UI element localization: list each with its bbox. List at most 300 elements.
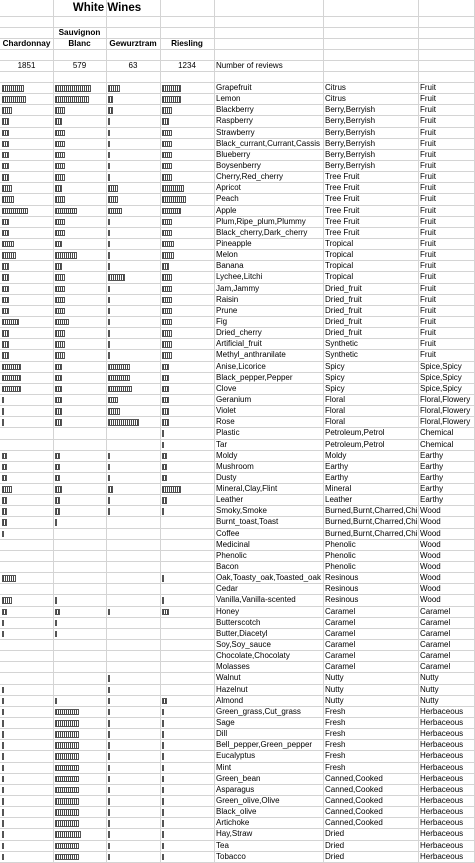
descriptor-cell: Green_olive,Olive — [216, 796, 280, 805]
frequency-bar — [2, 352, 9, 359]
subcategory-cell: Caramel — [325, 617, 356, 627]
frequency-bar — [2, 475, 7, 482]
table-row — [0, 295, 475, 306]
category-cell: Herbaceous — [420, 851, 464, 861]
frequency-bar — [2, 174, 9, 181]
descriptor-cell: Hazelnut — [216, 684, 248, 694]
table-row — [0, 685, 475, 696]
frequency-bar — [162, 765, 164, 772]
category-cell: Herbaceous — [420, 840, 464, 850]
descriptor-cell: Butter,Diacetyl — [216, 628, 268, 638]
frequency-bar — [55, 609, 60, 616]
descriptor-cell: Raspberry — [216, 116, 253, 126]
table-row — [0, 183, 475, 194]
descriptor-cell: Banana — [216, 261, 244, 271]
frequency-bar — [162, 352, 172, 359]
frequency-bar — [2, 107, 12, 114]
frequency-bar — [108, 341, 110, 348]
frequency-bar — [108, 364, 130, 371]
descriptor-cell: Moldy — [216, 450, 238, 460]
frequency-bar — [2, 118, 9, 125]
table-row — [0, 729, 475, 740]
category-cell: Fruit — [420, 238, 436, 248]
category-cell: Wood — [420, 550, 441, 560]
frequency-bar — [108, 230, 110, 237]
frequency-bar — [2, 96, 26, 103]
review-count: 579 — [72, 61, 87, 70]
frequency-bar — [162, 297, 172, 304]
frequency-bar — [108, 809, 110, 816]
frequency-bar — [55, 854, 79, 861]
frequency-bar — [162, 208, 181, 215]
table-row — [0, 707, 475, 718]
category-cell: Fruit — [420, 116, 436, 126]
table-row — [0, 540, 475, 551]
table-row — [0, 841, 475, 852]
table-row — [0, 484, 475, 495]
category-cell: Spice,Spicy — [420, 361, 462, 371]
category-cell: Wood — [420, 595, 441, 605]
subcategory-cell: Resinous — [325, 584, 359, 594]
frequency-bar — [108, 185, 118, 192]
category-cell: Wood — [420, 528, 441, 538]
frequency-bar — [108, 85, 120, 92]
frequency-bar — [162, 809, 164, 816]
frequency-bar — [108, 609, 110, 616]
category-cell: Herbaceous — [420, 773, 464, 783]
subcategory-cell: Phenolic — [325, 539, 356, 549]
frequency-bar — [2, 519, 7, 526]
frequency-bar — [108, 787, 110, 794]
descriptor-cell: Butterscotch — [216, 617, 261, 627]
frequency-bar — [108, 419, 139, 426]
descriptor-cell: Lychee,Litchi — [216, 272, 263, 282]
table-row — [0, 272, 475, 283]
frequency-bar — [108, 497, 110, 504]
descriptor-cell: Vanilla,Vanilla-scented — [216, 595, 296, 605]
frequency-bar — [108, 675, 110, 682]
category-cell: Herbaceous — [420, 784, 464, 794]
subcategory-cell: Tree Fruit — [325, 183, 360, 193]
frequency-bar — [2, 631, 4, 638]
descriptor-cell: Black_cherry,Dark_cherry — [216, 227, 308, 237]
frequency-bar — [162, 263, 169, 270]
frequency-bar — [2, 397, 4, 404]
frequency-bar — [108, 742, 110, 749]
frequency-bar — [108, 174, 110, 181]
table-row — [0, 595, 475, 606]
category-cell: Fruit — [420, 305, 436, 315]
category-cell: Floral,Flowery — [420, 394, 471, 404]
descriptor-cell: Coffee — [216, 528, 240, 538]
frequency-bar — [108, 152, 110, 159]
frequency-bar — [108, 241, 110, 248]
table-row — [0, 105, 475, 116]
frequency-bar — [2, 230, 9, 237]
frequency-bar — [55, 219, 65, 226]
frequency-bar — [2, 219, 9, 226]
subcategory-cell: Tropical — [325, 261, 354, 271]
frequency-bar — [2, 286, 9, 293]
frequency-bar — [108, 843, 110, 850]
frequency-bar — [162, 319, 172, 326]
category-cell: Earthy — [420, 450, 444, 460]
descriptor-cell: Dusty — [216, 472, 237, 482]
frequency-bar — [55, 118, 62, 125]
frequency-bar — [162, 419, 169, 426]
subcategory-cell: Citrus — [325, 94, 346, 104]
category-cell: Fruit — [420, 138, 436, 148]
subcategory-cell: Canned,Cooked — [325, 796, 383, 805]
frequency-bar — [162, 386, 169, 393]
frequency-bar — [108, 408, 120, 415]
subcategory-cell: Dried — [325, 829, 345, 839]
frequency-bar — [2, 687, 4, 694]
table-row — [0, 751, 475, 762]
descriptor-cell: Honey — [216, 606, 240, 616]
subcategory-cell: Spicy — [325, 372, 345, 382]
category-cell: Fruit — [420, 316, 436, 326]
frequency-bar — [108, 107, 113, 114]
frequency-bar — [55, 196, 65, 203]
table-row — [0, 317, 475, 328]
review-count-label: Number of reviews — [216, 61, 283, 70]
frequency-bar — [162, 241, 174, 248]
table-row — [0, 373, 475, 384]
descriptor-cell: Soy,Soy_sauce — [216, 640, 271, 650]
frequency-bar — [162, 185, 184, 192]
category-cell: Caramel — [420, 651, 451, 661]
frequency-bar — [55, 809, 79, 816]
subcategory-cell: Synthetic — [325, 339, 358, 349]
frequency-bar — [2, 85, 24, 92]
frequency-bar — [2, 185, 12, 192]
descriptor-cell: Hay,Straw — [216, 829, 253, 839]
table-row — [0, 673, 475, 684]
frequency-bar — [108, 118, 110, 125]
frequency-bar — [108, 464, 110, 471]
frequency-bar — [162, 820, 164, 827]
frequency-bar — [108, 286, 110, 293]
frequency-bar — [55, 252, 77, 259]
frequency-bar — [108, 330, 110, 337]
frequency-bar — [162, 609, 169, 616]
table-row — [0, 250, 475, 261]
category-cell: Caramel — [420, 628, 451, 638]
category-cell: Caramel — [420, 640, 451, 650]
subcategory-cell: Berry,Berryish — [325, 116, 376, 126]
frequency-bar — [162, 464, 167, 471]
frequency-bar — [108, 687, 110, 694]
subcategory-cell: Petroleum,Petrol — [325, 428, 385, 438]
frequency-bar — [162, 130, 172, 137]
category-cell: Fruit — [420, 272, 436, 282]
frequency-bar — [162, 397, 169, 404]
table-row — [0, 339, 475, 350]
table-row — [0, 473, 475, 484]
table-row — [0, 662, 475, 673]
category-cell: Fruit — [420, 294, 436, 304]
frequency-bar — [2, 720, 4, 727]
table-row — [0, 618, 475, 629]
descriptor-cell: Raisin — [216, 294, 239, 304]
category-cell: Chemical — [420, 428, 454, 438]
frequency-bar — [2, 798, 4, 805]
frequency-bar — [162, 709, 164, 716]
frequency-bar — [2, 698, 4, 705]
subcategory-cell: Floral — [325, 406, 346, 416]
table-row — [0, 517, 475, 528]
frequency-bar — [162, 408, 169, 415]
frequency-bar — [55, 174, 65, 181]
subcategory-cell: Caramel — [325, 651, 356, 661]
descriptor-cell: Mint — [216, 762, 232, 772]
frequency-bar — [55, 519, 57, 526]
frequency-bar — [108, 475, 110, 482]
category-cell: Fruit — [420, 250, 436, 260]
subcategory-cell: Synthetic — [325, 350, 358, 360]
frequency-bar — [162, 453, 167, 460]
descriptor-cell: Strawberry — [216, 127, 255, 137]
table-row — [0, 239, 475, 250]
category-cell: Fruit — [420, 83, 436, 92]
category-cell: Wood — [420, 584, 441, 594]
table-row — [0, 116, 475, 127]
frequency-bar — [162, 163, 172, 170]
category-cell: Herbaceous — [420, 729, 464, 739]
frequency-bar — [55, 375, 62, 382]
subcategory-cell: Berry,Berryish — [325, 138, 376, 148]
category-cell: Earthy — [420, 472, 444, 482]
frequency-bar — [55, 620, 57, 627]
frequency-bar — [162, 219, 172, 226]
review-count: 1851 — [17, 61, 36, 70]
frequency-bar — [2, 152, 9, 159]
descriptor-cell: Molasses — [216, 662, 250, 672]
subcategory-cell: Tropical — [325, 238, 354, 248]
category-cell: Spice,Spicy — [420, 372, 462, 382]
frequency-bar — [2, 130, 9, 137]
subcategory-cell: Berry,Berryish — [325, 127, 376, 137]
frequency-bar — [55, 497, 60, 504]
frequency-bar — [2, 765, 4, 772]
frequency-bar — [2, 486, 12, 493]
frequency-bar — [55, 341, 65, 348]
subcategory-cell: Dried — [325, 851, 345, 861]
category-cell: Herbaceous — [420, 807, 464, 817]
category-cell: Nutty — [420, 673, 439, 683]
descriptor-cell: Black_pepper,Pepper — [216, 372, 293, 382]
category-cell: Fruit — [420, 149, 436, 159]
category-cell: Wood — [420, 517, 441, 527]
category-cell: Fruit — [420, 127, 436, 137]
subcategory-cell: Floral — [325, 394, 346, 404]
frequency-bar — [108, 765, 110, 772]
descriptor-cell: Almond — [216, 695, 244, 705]
category-cell: Fruit — [420, 183, 436, 193]
frequency-bar — [162, 118, 169, 125]
subcategory-cell: Fresh — [325, 762, 346, 772]
category-cell: Fruit — [420, 283, 436, 293]
table-row — [0, 640, 475, 651]
frequency-bar — [108, 196, 118, 203]
descriptor-cell: Rose — [216, 417, 235, 427]
frequency-bar — [162, 508, 164, 515]
table-row — [0, 495, 475, 506]
frequency-bar — [162, 274, 172, 281]
descriptor-cell: Blueberry — [216, 149, 251, 159]
frequency-bar — [108, 709, 110, 716]
frequency-bar — [2, 464, 7, 471]
frequency-bar — [55, 831, 81, 838]
frequency-bar — [162, 742, 164, 749]
table-row — [0, 83, 475, 94]
frequency-bar — [55, 597, 57, 604]
grid-line — [0, 49, 475, 50]
descriptor-cell: Smoky,Smoke — [216, 506, 267, 516]
frequency-bar — [162, 364, 169, 371]
category-cell: Fruit — [420, 205, 436, 215]
descriptor-cell: Artificial_fruit — [216, 339, 262, 349]
frequency-bar — [55, 508, 60, 515]
frequency-bar — [108, 486, 113, 493]
frequency-bar — [162, 230, 172, 237]
descriptor-cell: Pineapple — [216, 238, 252, 248]
table-row — [0, 785, 475, 796]
frequency-bar — [162, 152, 172, 159]
frequency-bar — [55, 107, 65, 114]
frequency-bar — [162, 375, 169, 382]
frequency-bar — [162, 341, 172, 348]
table-row — [0, 462, 475, 473]
table-row — [0, 696, 475, 707]
category-cell: Earthy — [420, 461, 444, 471]
frequency-bar — [55, 96, 89, 103]
category-cell: Fruit — [420, 339, 436, 349]
frequency-bar — [2, 386, 21, 393]
subcategory-cell: Burned,Burnt,Charred,Chi — [325, 506, 418, 516]
descriptor-cell: Peach — [216, 194, 239, 204]
frequency-bar — [2, 609, 7, 616]
frequency-bar — [108, 820, 110, 827]
table-row — [0, 829, 475, 840]
descriptor-cell: Plastic — [216, 428, 240, 438]
table-row — [0, 350, 475, 361]
table-row — [0, 796, 475, 807]
descriptor-cell: Bacon — [216, 562, 239, 572]
category-cell: Fruit — [420, 328, 436, 338]
frequency-bar — [2, 419, 4, 426]
table-row — [0, 139, 475, 150]
descriptor-cell: Cedar — [216, 584, 238, 594]
descriptor-cell: Chocolate,Chocolaty — [216, 651, 290, 661]
descriptor-cell: Mineral,Clay,Flint — [216, 484, 278, 494]
frequency-bar — [162, 196, 186, 203]
frequency-bar — [2, 843, 4, 850]
subcategory-cell: Berry,Berryish — [325, 149, 376, 159]
category-cell: Herbaceous — [420, 818, 464, 828]
category-cell: Herbaceous — [420, 751, 464, 761]
category-cell: Fruit — [420, 350, 436, 360]
table-row — [0, 150, 475, 161]
descriptor-cell: Burnt_toast,Toast — [216, 517, 279, 527]
table-row — [0, 852, 475, 863]
category-cell: Herbaceous — [420, 718, 464, 728]
frequency-bar — [108, 208, 122, 215]
table-row — [0, 551, 475, 562]
frequency-bar — [55, 308, 65, 315]
frequency-bar — [108, 776, 110, 783]
table-row — [0, 506, 475, 517]
frequency-bar — [162, 330, 172, 337]
frequency-bar — [162, 798, 164, 805]
frequency-bar — [55, 419, 62, 426]
frequency-bar — [2, 308, 9, 315]
frequency-bar — [55, 486, 62, 493]
subcategory-cell: Tree Fruit — [325, 172, 360, 182]
frequency-bar — [162, 731, 164, 738]
subcategory-cell: Caramel — [325, 662, 356, 672]
descriptor-cell: Lemon — [216, 94, 241, 104]
frequency-bar — [55, 765, 79, 772]
subcategory-cell: Petroleum,Petrol — [325, 439, 385, 449]
frequency-bar — [108, 453, 110, 460]
descriptor-cell: Apricot — [216, 183, 241, 193]
frequency-bar — [2, 364, 21, 371]
frequency-bar — [2, 809, 4, 816]
category-cell: Floral,Flowery — [420, 406, 471, 416]
table-row — [0, 428, 475, 439]
descriptor-cell: Green_bean — [216, 773, 261, 783]
category-cell: Spice,Spicy — [420, 383, 462, 393]
frequency-bar — [55, 698, 57, 705]
subcategory-cell: Resinous — [325, 573, 359, 583]
frequency-bar — [55, 230, 65, 237]
frequency-bar — [55, 352, 65, 359]
subcategory-cell: Burned,Burnt,Charred,Chi — [325, 517, 418, 527]
frequency-bar — [108, 375, 130, 382]
column-header-chardonnay: Chardonnay — [2, 39, 51, 48]
frequency-bar — [2, 731, 4, 738]
table-row — [0, 228, 475, 239]
descriptor-cell: Phenolic — [216, 550, 247, 560]
table-row — [0, 128, 475, 139]
column-header-riesling: Riesling — [171, 39, 203, 48]
table-row — [0, 807, 475, 818]
category-cell: Earthy — [420, 484, 444, 494]
table-row — [0, 562, 475, 573]
frequency-bar — [108, 263, 110, 270]
frequency-bar — [55, 475, 60, 482]
frequency-bar — [55, 787, 79, 794]
frequency-bar — [108, 96, 113, 103]
review-count: 1234 — [178, 61, 196, 70]
subcategory-cell: Fresh — [325, 706, 346, 716]
frequency-bar — [2, 831, 4, 838]
subcategory-cell: Tree Fruit — [325, 205, 360, 215]
frequency-bar — [108, 753, 110, 760]
category-cell: Herbaceous — [420, 706, 464, 716]
category-cell: Caramel — [420, 606, 451, 616]
descriptor-cell: Mushroom — [216, 461, 254, 471]
descriptor-cell: Artichoke — [216, 818, 250, 828]
frequency-bar — [2, 408, 4, 415]
subcategory-cell: Dried_fruit — [325, 283, 362, 293]
descriptor-cell: Eucalyptus — [216, 751, 256, 761]
subcategory-cell: Canned,Cooked — [325, 818, 383, 828]
table-row — [0, 440, 475, 451]
subcategory-cell: Tree Fruit — [325, 194, 360, 204]
